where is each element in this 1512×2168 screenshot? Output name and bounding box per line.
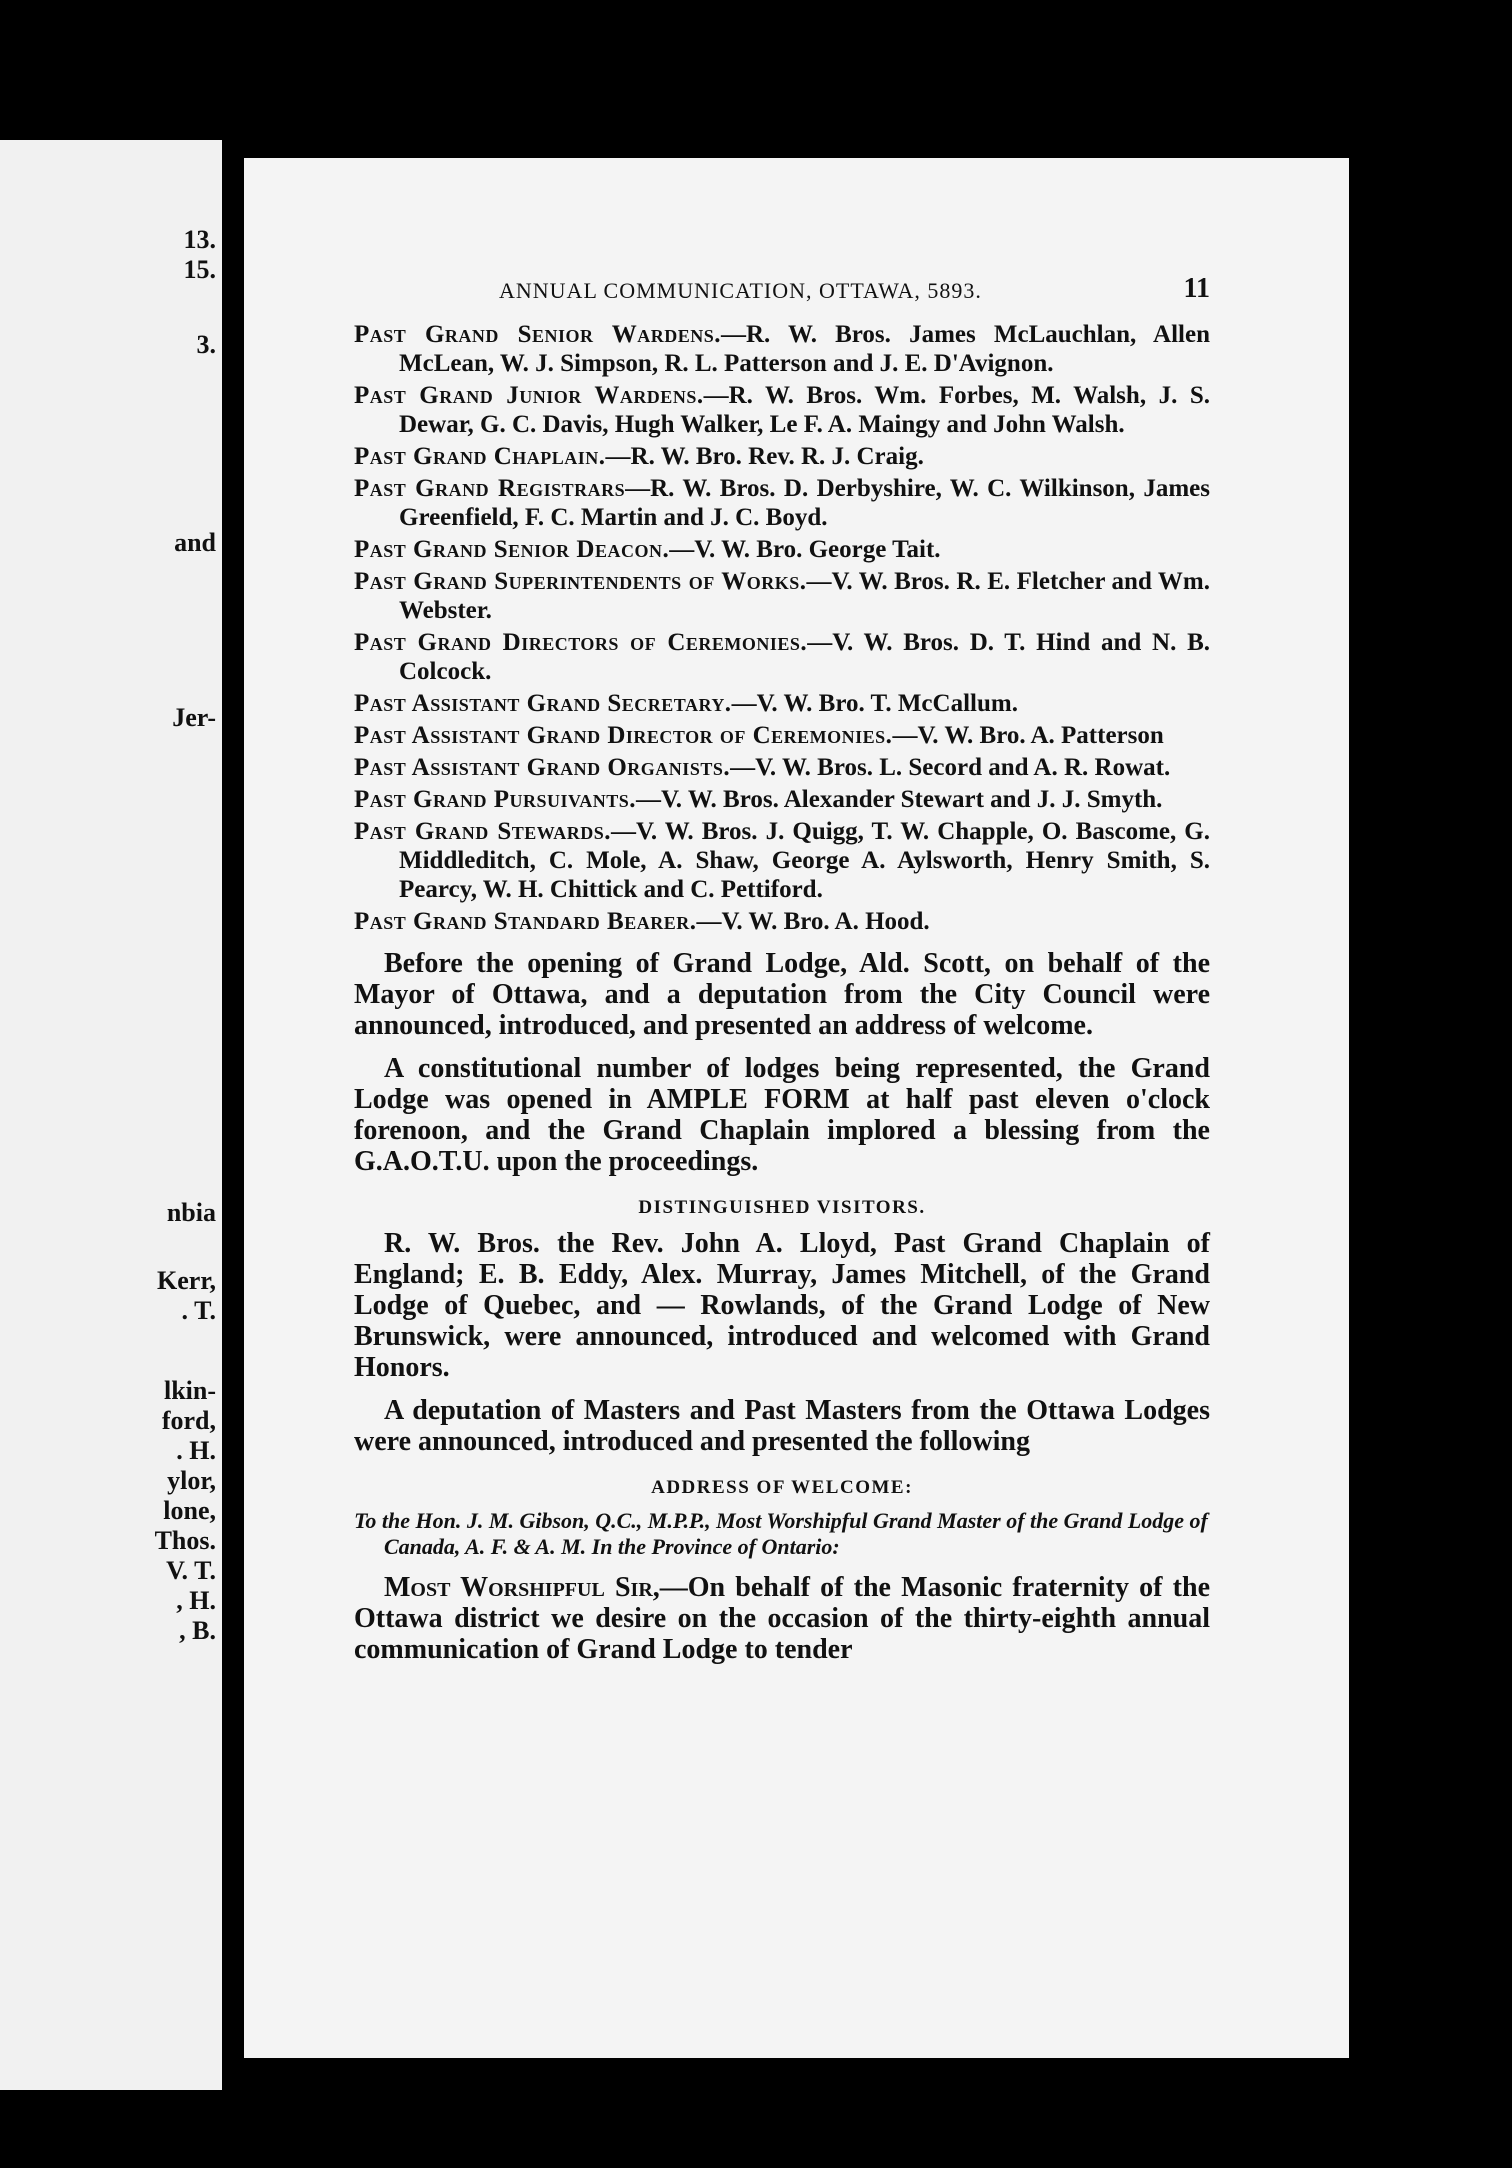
running-title: ANNUAL COMMUNICATION, OTTAWA, 5893. — [499, 278, 982, 303]
past-officers-list — [354, 320, 1210, 936]
facing-page-text-fragment: , H. — [176, 1586, 216, 1615]
paragraph-deputation: A deputation of Masters and Past Masters from the Ottawa Lodges were announced, introduced and presented the following — [354, 1395, 1210, 1457]
facing-page-text-fragment: , B. — [179, 1616, 216, 1645]
officer-names: —V. W. Bros. Alexander Stewart and J. J. Smyth. — [635, 786, 1163, 813]
facing-page-text-fragment: Jer- — [172, 703, 216, 732]
heading-address-of-welcome: ADDRESS OF WELCOME: — [651, 1477, 913, 1498]
facing-page-text-fragment: lkin- — [163, 1376, 216, 1405]
facing-page-text-fragment: lone, — [163, 1496, 216, 1525]
officer-names: —R. W. Bros. D. Derbyshire, W. C. Wilkinson, James Greenfield, F. C. Martin and J. C. Boyd. — [399, 475, 1210, 531]
officer-title: Past Grand Standard Bearer. — [354, 908, 697, 935]
officer-entry — [354, 721, 1210, 750]
document-page — [244, 158, 1349, 2058]
facing-page-fragment — [0, 140, 222, 2090]
address-text: —On behalf of the Masonic fraternity of the Ottawa district we desire on the occasion of the thirty-eighth annual communication of Grand Lodge to tender — [354, 1572, 1210, 1665]
officer-entry — [354, 628, 1210, 686]
officer-title: Past Grand Senior Deacon. — [354, 536, 670, 563]
officer-names: —V. W. Bros. D. T. Hind and N. B. Colcock. — [399, 629, 1210, 685]
officer-title: Past Assistant Grand Organists. — [354, 754, 731, 781]
facing-page-text-fragment: nbia — [166, 1198, 216, 1227]
officer-names: —V. W. Bros. L. Secord and A. R. Rowat. — [730, 754, 1171, 781]
facing-page-text-fragment: ford, — [161, 1406, 216, 1435]
officer-title: Past Assistant Grand Secretary. — [354, 690, 732, 717]
officer-entry — [354, 474, 1210, 532]
facing-page-text-fragment: ylor, — [167, 1466, 216, 1495]
facing-page-text-fragment: and — [174, 528, 216, 557]
page-number: 11 — [1183, 273, 1210, 304]
officer-names: —V. W. Bro. A. Patterson — [892, 722, 1164, 749]
officer-names: —V. W. Bros. J. Quigg, T. W. Chapple, O. Bascome, G. Middleditch, C. Mole, A. Shaw, George A. Aylsworth, Henry Smith, S. Pearcy, W. H. Chittick and C. Pettiford. — [399, 818, 1210, 903]
facing-page-text-fragment: 13. — [183, 225, 216, 254]
officer-title: Past Grand Registrars — [354, 475, 626, 502]
officer-entry — [354, 442, 1210, 471]
officer-title: Past Grand Directors of Ceremonies. — [354, 629, 808, 656]
officer-title: Past Grand Senior Wardens. — [354, 321, 721, 348]
page-gutter — [222, 0, 244, 2168]
officer-title: Past Grand Pursuivants. — [354, 786, 636, 813]
officer-entry — [354, 381, 1210, 439]
officer-entry — [354, 689, 1210, 718]
paragraph-constitutional-number: A constitutional number of lodges being represented, the Grand Lodge was opened in AMPLE FORM at half past eleven o'clock forenoon, and the Grand Chaplain implored a blessing from the G.A.O.T.U. upon the proceedings. — [354, 1053, 1210, 1177]
officer-names: —V. W. Bro. A. Hood. — [696, 908, 930, 935]
officer-names: —V. W. Bro. George Tait. — [669, 536, 941, 563]
facing-page-text-fragment: V. T. — [166, 1556, 216, 1585]
salutation: Most Worshipful Sir, — [384, 1572, 660, 1603]
paragraph-opening: Before the opening of Grand Lodge, Ald. Scott, on behalf of the Mayor of Ottawa, and a deputation from the City Council were announced, introduced, and presented an address of welcome. — [354, 948, 1210, 1041]
facing-page-text-fragment: Thos. — [154, 1526, 216, 1555]
running-header — [354, 273, 1210, 320]
officer-entry — [354, 785, 1210, 814]
officer-names: —V. W. Bro. T. McCallum. — [731, 690, 1018, 717]
officer-entry — [354, 567, 1210, 625]
officer-title: Past Grand Chaplain. — [354, 443, 606, 470]
paragraph-address-body — [354, 1572, 1210, 1665]
facing-page-text-fragment: Kerr, — [157, 1266, 216, 1295]
officer-names: —R. W. Bros. Wm. Forbes, M. Walsh, J. S. Dewar, G. C. Davis, Hugh Walker, Le F. A. Maingy and John Walsh. — [399, 382, 1210, 438]
facing-page-text-fragment: . H. — [176, 1436, 216, 1465]
facing-page-text-fragment: 15. — [183, 255, 216, 284]
officer-title: Past Grand Junior Wardens. — [354, 382, 704, 409]
heading-distinguished-visitors: DISTINGUISHED VISITORS. — [638, 1197, 926, 1218]
officer-entry — [354, 753, 1210, 782]
officer-names: —V. W. Bros. R. E. Fletcher and Wm. Webster. — [399, 568, 1210, 624]
officer-entry — [354, 817, 1210, 904]
paragraph-distinguished-visitors: R. W. Bros. the Rev. John A. Lloyd, Past Grand Chaplain of England; E. B. Eddy, Alex. Murray, James Mitchell, of the Grand Lodge of Quebec, and — Rowlands, of the Grand Lodge of New Brunswick, were announced, introduced and welcomed with Grand Honors. — [354, 1228, 1210, 1383]
facing-page-text-fragment: . T. — [181, 1296, 216, 1325]
address-addressee: To the Hon. J. M. Gibson, Q.C., M.P.P., Most Worshipful Grand Master of the Grand Lodge of Canada, A. F. & A. M. In the Province of Ontario: — [354, 1508, 1208, 1559]
officer-names: —R. W. Bros. James McLauchlan, Allen McLean, W. J. Simpson, R. L. Patterson and J. E. D'Avignon. — [399, 321, 1211, 377]
page-content — [354, 273, 1211, 1665]
officer-title: Past Grand Stewards. — [354, 818, 612, 845]
officer-entry — [354, 907, 1210, 936]
officer-entry — [354, 320, 1210, 378]
officer-title: Past Grand Superintendents of Works. — [354, 568, 807, 595]
officer-title: Past Assistant Grand Director of Ceremonies. — [354, 722, 893, 749]
facing-page-text-fragment: 3. — [196, 330, 216, 359]
officer-entry — [354, 535, 1210, 564]
officer-names: —R. W. Bro. Rev. R. J. Craig. — [605, 443, 924, 470]
